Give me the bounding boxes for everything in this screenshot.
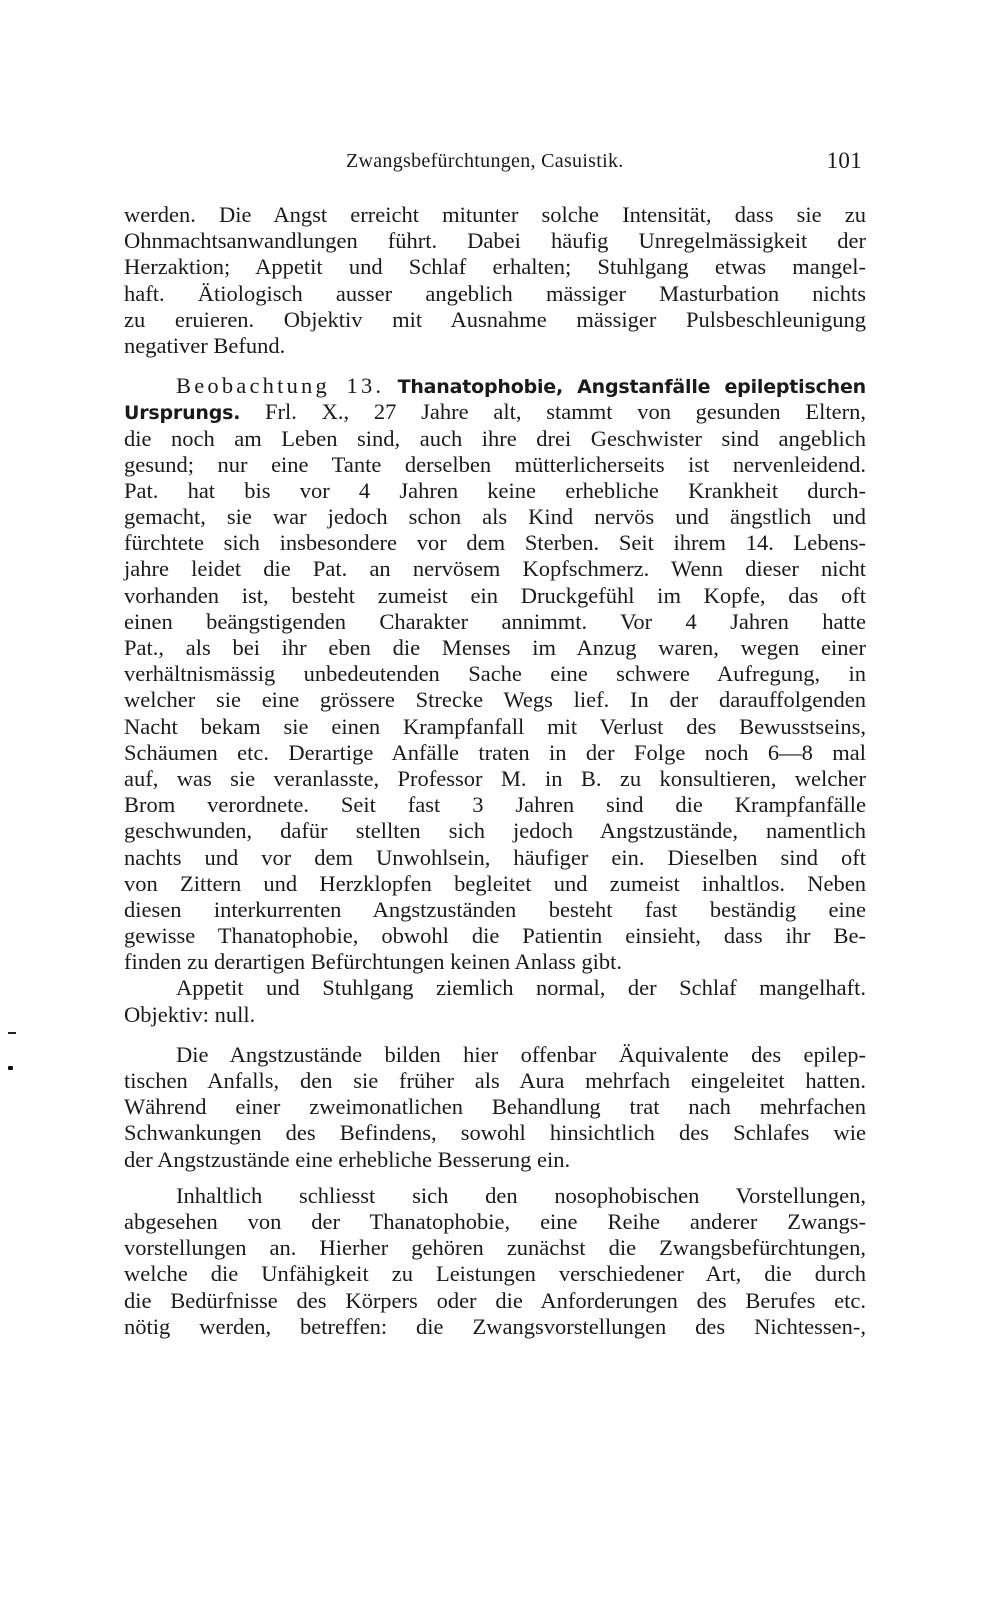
text-line: Brom verordnete. Seit fast 3 Jahren sind die Krampfanfälle [124, 792, 866, 818]
running-head [124, 150, 866, 180]
text-line: Die Angstzustände bilden hier offenbar Äquivalente des epilep- [176, 1041, 866, 1067]
book-page [124, 0, 866, 1602]
text-line: gemacht, sie war jedoch schon als Kind nervös und ängstlich und [124, 504, 866, 530]
observation-label: Beobachtung 13. [176, 373, 385, 399]
text-line: nachts und vor dem Unwohlsein, häufiger ein. Dieselben sind oft [124, 844, 866, 870]
text-line: abgesehen von der Thanatophobie, eine Reihe anderer Zwangs- [124, 1208, 866, 1234]
text-line: die Bedürfnisse des Körpers oder die Anforderungen des Berufes etc. [124, 1287, 866, 1313]
text-line: geschwunden, dafür stellten sich jedoch Angstzustände, namentlich [124, 818, 866, 844]
text-line: Pat., als bei ihr eben die Menses im Anzug waren, wegen einer [124, 635, 866, 660]
text-line: Nacht bekam sie einen Krampfanfall mit Verlust des Bewusstseins, [124, 713, 866, 739]
text-line: Objektiv: null. [124, 1001, 256, 1027]
text-line: finden zu derartigen Befürchtungen keinen Anlass gibt. [124, 949, 622, 975]
text-line: Inhaltlich schliesst sich den nosophobischen Vorstellungen, [176, 1182, 866, 1208]
text-line: welche die Unfähigkeit zu Leistungen verschiedener Art, die durch [124, 1261, 866, 1287]
text-line: Schwankungen des Befindens, sowohl hinsichtlich des Schlafes wie [124, 1120, 866, 1146]
text-line: vorhanden ist, besteht zumeist ein Druckgefühl im Kopfe, das oft [124, 582, 866, 608]
observation-heading-line-2 [124, 399, 866, 425]
paragraph-inhaltlich [124, 1183, 866, 1340]
text-line: auf, was sie veranlasste, Professor M. in B. zu konsultieren, welcher [124, 765, 866, 791]
text-line: der Angstzustände eine erhebliche Besserung ein. [124, 1146, 571, 1172]
running-title: Zwangsbefürchtungen, Casuistik. [346, 150, 624, 172]
text-line: Appetit und Stuhlgang ziemlich normal, der Schlaf mangelhaft. [176, 975, 866, 1001]
text-line: gesund; nur eine Tante derselben mütterlicherseits ist nervenleidend. [124, 451, 866, 477]
text-line: die noch am Leben sind, auch ihre drei Geschwister sind angeblich [124, 425, 866, 451]
paragraph-gap [124, 1173, 866, 1183]
text-line: Pat. hat bis vor 4 Jahren keine erhebliche Krankheit durch- [124, 477, 866, 503]
text-line: nötig werden, betreffen: die Zwangsvorstellungen des Nichtessen-, [124, 1313, 866, 1339]
observation-title-end: Ursprungs. [124, 402, 241, 425]
text-line: Während einer zweimonatlichen Behandlung trat nach mehrfachen [124, 1094, 866, 1120]
text-line: Schäumen etc. Derartige Anfälle traten in der Folge noch 6—8 mal [124, 739, 866, 765]
text-line: verhältnismässig unbedeutenden Sache eine schwere Aufregung, in [124, 661, 866, 687]
margin-dot-mark [8, 1066, 13, 1070]
text-line: Herzaktion; Appetit und Schlaf erhalten; Stuhlgang etwas mangel- [124, 254, 866, 280]
body-text [124, 202, 866, 1340]
text-line: einen beängstigenden Charakter annimmt. Vor 4 Jahren hatte [124, 608, 866, 634]
observation-intro: Frl. X., 27 Jahre alt, stammt von gesunden Eltern, [265, 399, 867, 425]
text-line: gewisse Thanatophobie, obwohl die Patientin einsieht, dass ihr Be- [124, 923, 866, 949]
paragraph-angstzustaende [124, 1042, 866, 1173]
text-line: welcher sie eine grössere Strecke Wegs lief. In der darauffolgenden [124, 687, 866, 713]
observation-heading-line [124, 373, 866, 399]
text-line: von Zittern und Herzklopfen begleitet und zumeist inhaltlos. Neben [124, 870, 866, 896]
text-line: fürchtete sich insbesondere vor dem Sterben. Seit ihrem 14. Lebens- [124, 530, 866, 556]
text-line: tischen Anfalls, den sie früher als Aura mehrfach eingeleitet hatten. [124, 1068, 866, 1093]
text-line: negativer Befund. [124, 332, 286, 358]
text-line: Ohnmachtsanwandlungen führt. Dabei häufig Unregelmässigkeit der [124, 228, 866, 254]
paragraph-gap [124, 359, 866, 373]
text-line: zu eruieren. Objektiv mit Ausnahme mässiger Pulsbeschleunigung [124, 306, 866, 332]
observation-title: Thanatophobie, Angstanfälle epileptischen [397, 376, 866, 399]
observation-13 [124, 373, 866, 1028]
margin-dash-mark [8, 1032, 16, 1034]
text-line: jahre leidet die Pat. an nervösem Kopfschmerz. Wenn dieser nicht [124, 556, 866, 582]
text-line: diesen interkurrenten Angstzuständen besteht fast beständig eine [124, 896, 866, 922]
text-line: werden. Die Angst erreicht mitunter solche Intensität, dass sie zu [124, 202, 866, 227]
text-line: vorstellungen an. Hierher gehören zunächst die Zwangsbefürchtungen, [124, 1235, 866, 1261]
page-number: 101 [826, 148, 862, 173]
paragraph-continuation [124, 202, 866, 359]
text-line: haft. Ätiologisch ausser angeblich mässiger Masturbation nichts [124, 280, 866, 306]
paragraph-gap [124, 1028, 866, 1042]
